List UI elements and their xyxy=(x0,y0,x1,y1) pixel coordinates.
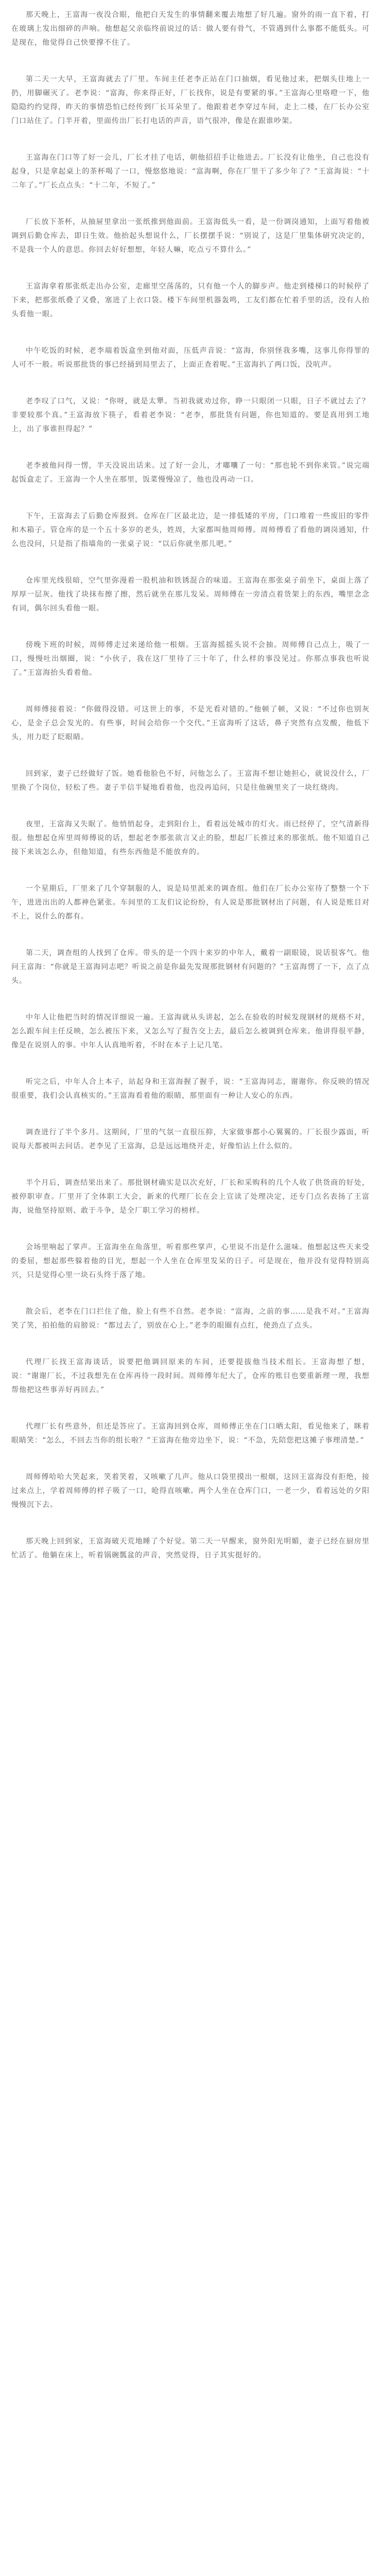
article-paragraph: 中年人让他把当时的情况详细说一遍。王富海就从头讲起，怎么在验收的时候发现钢材的规格不对，怎么跟车间主任反映，怎么被压下来，又怎么写了报告交上去，最后怎么被调到仓库来。他讲得很平静，像是在说别人的事。中年人认真地听着，不时在本子上记几笔。 xyxy=(11,1013,370,1049)
article-paragraph: 傍晚下班的时候，周师傅走过来递给他一根烟。王富海摇摇头说不会抽。周师傅自己点上，吸了一口，慢慢吐出烟圈，说：“小伙子，我在这厂里待了三十年了，什么样的事没见过。你那点事我也听说了。”王富海抬头看着他。 xyxy=(11,641,370,677)
article-paragraph: 王富海拿着那张纸走出办公室，走廊里空荡荡的，只有他一个人的脚步声。他走到楼梯口的时候停了下来，把那张纸叠了又叠，塞进了上衣口袋。楼下车间里机器轰鸣，工友们都在忙着手里的活，没有人抬头看他一眼。 xyxy=(11,282,370,318)
article-paragraph: 老李被他问得一愣，半天没说出话来。过了好一会儿，才嘟囔了一句：“那也轮不到你来管。”说完端起饭盒走了。王富海一个人坐在那里，饭菜慢慢凉了，他也没再动一口。 xyxy=(11,462,370,484)
article-paragraph: 周师傅哈哈大笑起来，笑着笑着，又咳嗽了几声。他从口袋里摸出一根烟，这回王富海没有拒绝，接过来点上，学着周师傅的样子吸了一口，呛得直咳嗽。两个人坐在仓库门口，一老一少，看着远处的夕阳慢慢沉下去。 xyxy=(11,1473,370,1509)
article-paragraph: 仓库里光线很暗，空气里弥漫着一股机油和铁锈混合的味道。王富海在那张桌子前坐下，桌面上落了厚厚一层灰。他找了块抹布擦了擦，然后就坐在那儿发呆。周师傅在一旁清点着货架上的东西，嘴里念念有词，偶尔回头看他一眼。 xyxy=(11,577,370,613)
article-paragraph: 下午，王富海去了后勤仓库报到。仓库在厂区最北边，是一排低矮的平房，门口堆着一些废旧的零件和木箱子。管仓库的是一个五十多岁的老头，姓周，大家都叫他周师傅。周师傅看了看他的调岗通知，什么也没问，只是指了指墙角的一张桌子说：“以后你就坐那儿吧。” xyxy=(11,512,370,548)
article-paragraph: 代理厂长有些意外，但还是答应了。王富海回到仓库，周师傅正坐在门口晒太阳，看见他来了，眯着眼睛笑：“怎么，不回去当你的组长啦？”王富海在他旁边坐下，说：“不急，先陪您把这摊子事理清楚。” xyxy=(11,1422,370,1445)
article-paragraph: 中午吃饭的时候，老李端着饭盒坐到他对面，压低声音说：“富海，你别怪我多嘴，这事儿你得罪的人可不一般。听说那批货的事已经捅到局里去了，上面正查着呢。”王富海扒了两口饭，没吭声。 xyxy=(11,347,370,369)
article-paragraph: 代理厂长找王富海谈话，说要把他调回原来的车间，还要提拔他当技术组长。王富海想了想，说：“谢谢厂长，不过我想先在仓库再待一段时间。周师傅年纪大了，仓库的账目也要重新理一理，我想帮他把这些事弄好再回去。” xyxy=(11,1358,370,1394)
article-paragraph: 夜里，王富海又失眠了。他悄悄起身，走到阳台上，看着远处城市的灯火。雨已经停了，空气清新得很。他想起仓库里周师傅说的话，想起老李那张欲言又止的脸，想起厂长推过来的那张纸。他不知道自己接下来该怎么办，但他知道，有些东西他是不能放弃的。 xyxy=(11,820,370,856)
article-paragraph: 王富海在门口等了好一会儿，厂长才挂了电话，朝他招招手让他进去。厂长没有让他坐，自己也没有起身，只是拿起桌上的茶杯喝了一口，慢悠悠地说：“富海啊，你在厂里干了多少年了？”王富海说：“十二年了。”厂长点点头：“十二年，不短了。” xyxy=(11,154,370,190)
article-paragraph: 厂长放下茶杯，从抽屉里拿出一张纸推到他面前。王富海低头一看，是一份调岗通知，上面写着他被调到后勤仓库去，即日生效。他抬起头想说什么，厂长摆摆手说：“别说了，这是厂里集体研究决定的，不是我一个人的意思。你回去好好想想，年轻人嘛，吃点亏不算什么。” xyxy=(11,218,370,254)
article-paragraph: 第二天，调查组的人找到了仓库。带头的是一个四十来岁的中年人，戴着一副眼镜，说话很客气。他问王富海：“你就是王富海同志吧？听说之前是你最先发现那批钢材有问题的？”王富海愣了一下，点了点头。 xyxy=(11,949,370,985)
article-paragraph: 听完之后，中年人合上本子，站起身和王富海握了握手，说：“王富海同志，谢谢你。你反映的情况很重要，我们会认真核实的。”王富海看着他的眼睛，那里面有一种让人安心的东西。 xyxy=(11,1078,370,1100)
article-paragraph: 那天晚上，王富海一夜没合眼，他把白天发生的事情翻来覆去地想了好几遍。窗外的雨一直下着，打在玻璃上发出细碎的声响。他想起父亲临终前说过的话：做人要有骨气，不管遇到什么事都不能低头。可是现在，他觉得自己快要撑不住了。 xyxy=(11,11,370,47)
article-paragraph: 一个星期后，厂里来了几个穿制服的人，说是局里派来的调查组。他们在厂长办公室待了整整一个下午，进进出出的人都神色紧张。车间里的工友们议论纷纷，有人说是那批钢材出了问题，有人说是账目对不上，说什么的都有。 xyxy=(11,885,370,921)
article-paragraph: 调查进行了半个多月。这期间，厂里的气氛一直很压抑，大家做事都小心翼翼的。厂长很少露面，听说每天都被叫去问话。老李见了王富海，总是远远地绕开走，好像怕沾上什么似的。 xyxy=(11,1128,370,1150)
article-paragraph: 回到家，妻子已经做好了饭。她看他脸色不好，问他怎么了。王富海不想让她担心，就说没什么，厂里换了个岗位，轻松了些。妻子半信半疑地看着他，也没再追问，只是往他碗里夹了一块红烧肉。 xyxy=(11,770,370,792)
article-paragraph: 会场里响起了掌声。王富海坐在角落里，听着那些掌声，心里说不出是什么滋味。他想起这些天来受的委屈，想起那些躲着他的目光，想起一个人坐在仓库里发呆的日子。可是现在，他并没有觉得特别高兴，只是觉得心里一块石头终于落了地。 xyxy=(11,1243,370,1279)
article-paragraph: 第二天一大早，王富海就去了厂里。车间主任老李正站在门口抽烟，看见他过来，把烟头往地上一扔，用脚碾灭了。老李说：“富海，你来得正好，厂长找你，说是有要紧的事。”王富海心里咯噔一下，他隐隐约约觉得，昨天的事情恐怕已经传到厂长耳朵里了。他跟着老李穿过车间，走上二楼，在厂长办公室门口站住了。门半开着，里面传出厂长打电话的声音，语气很冲，像是在跟谁吵架。 xyxy=(11,75,370,125)
article-paragraph: 那天晚上回到家，王富海破天荒地睡了个好觉。第二天一早醒来，窗外阳光明媚，妻子已经在厨房里忙活了。他躺在床上，听着锅碗瓢盆的声音，突然觉得，日子其实挺好的。 xyxy=(11,1537,370,1560)
article-paragraph: 半个月后，调查结果出来了。那批钢材确实是以次充好，厂长和采购科的几个人收了供货商的好处，被停职审查。厂里开了全体职工大会，新来的代理厂长在会上宣读了处理决定，还专门点名表扬了王富海，说他坚持原则、敢于斗争，是全厂职工学习的榜样。 xyxy=(11,1179,370,1215)
article-paragraph: 老李叹了口气，又说：“你呀，就是太犟。当初我就劝过你，睁一只眼闭一只眼，日子不就过去了？非要较那个真。”王富海放下筷子，看着老李说：“老李，那批货有问题，你也知道的。要是真用到工地上，出了事谁担得起？” xyxy=(11,397,370,433)
article-paragraph: 散会后，老李在门口拦住了他，脸上有些不自然。老李说：“富海，之前的事……是我不对。”王富海笑了笑，拍拍他的肩膀说：“都过去了，别放在心上。”老李的眼圈有点红，使劲点了点头。 xyxy=(11,1308,370,1330)
article-paragraph: 周师傅接着说：“你做得没错。可这世上的事，不是光看对错的。”他顿了顿，又说：“不过你也别灰心，是金子总会发光的。有些事，时间会给你一个交代。”王富海听了这话，鼻子突然有点发酸，他低下头，用力眨了眨眼睛。 xyxy=(11,705,370,741)
